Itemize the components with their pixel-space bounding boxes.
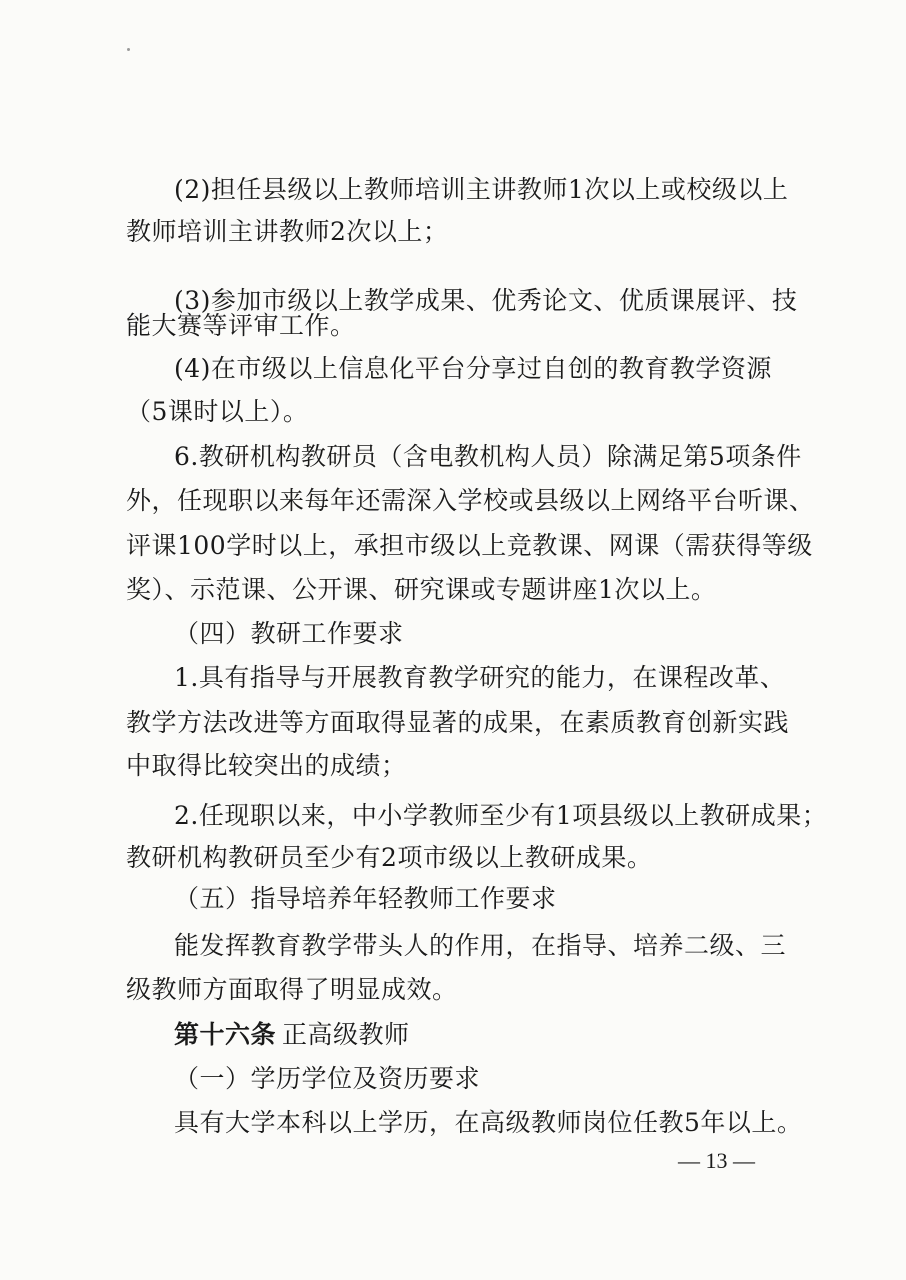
paragraph-line: 1.具有指导与开展教育教学研究的能力，在课程改革、: [174, 663, 786, 692]
paragraph-line: 能大赛等评审工作。: [126, 311, 356, 340]
paragraph-line: 中取得比较突出的成绩；: [126, 751, 407, 780]
section-heading: （五）指导培养年轻教师工作要求: [174, 884, 557, 913]
article-number: 第十六条: [174, 1020, 277, 1049]
scan-speck: [127, 48, 130, 51]
paragraph-line: 评课100学时以上，承担市级以上竞教课、网课（需获得等级: [126, 531, 813, 560]
paragraph-line: （5课时以上）。: [126, 397, 309, 426]
paragraph-line: 具有大学本科以上学历，在高级教师岗位任教5年以上。: [174, 1108, 803, 1137]
paragraph-line: 6.教研机构教研员（含电教机构人员）除满足第5项条件: [174, 442, 802, 471]
paragraph-line: 能发挥教育教学带头人的作用，在指导、培养二级、三: [174, 931, 787, 960]
paragraph-line: (3)参加市级以上教学成果、优秀论文、优质课展评、技: [174, 286, 798, 315]
paragraph-line: 教学方法改进等方面取得显著的成果，在素质教育创新实践: [126, 708, 790, 737]
paragraph-line: 教师培训主讲教师2次以上；: [126, 217, 449, 246]
paragraph-line: 2.任现职以来，中小学教师至少有1项县级以上教研成果；: [174, 801, 828, 830]
section-heading: （一）学历学位及资历要求: [174, 1064, 481, 1093]
paragraph-line: 教研机构教研员至少有2项市级以上教研成果。: [126, 843, 653, 872]
paragraph-line: 外，任现职以来每年还需深入学校或县级以上网络平台听课、: [126, 486, 815, 515]
paragraph-line: (4)在市级以上信息化平台分享过自创的教育教学资源: [174, 354, 772, 383]
section-heading: （四）教研工作要求: [174, 619, 404, 648]
page-number: — 13 —: [678, 1148, 755, 1173]
paragraph-line: 奖）、示范课、公开课、研究课或专题讲座1次以上。: [126, 575, 717, 604]
paragraph-line: 级教师方面取得了明显成效。: [126, 975, 458, 1004]
article-title: 正高级教师: [282, 1020, 410, 1049]
paragraph-line: (2)担任县级以上教师培训主讲教师1次以上或校级以上: [174, 175, 789, 204]
